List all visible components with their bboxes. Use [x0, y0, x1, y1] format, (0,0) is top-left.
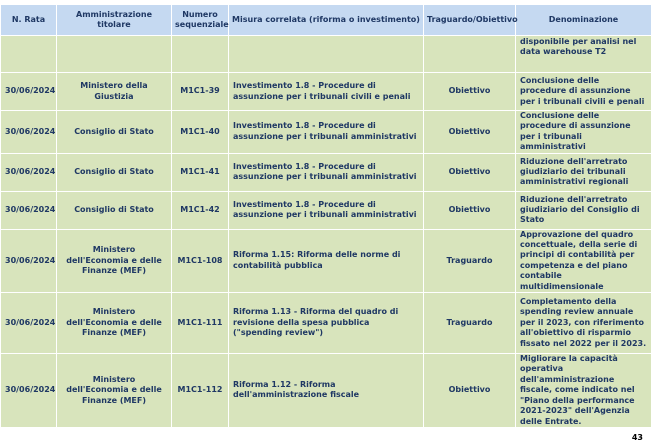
milestones-table	[0, 4, 651, 428]
cell-numero: M1C1-39	[172, 73, 229, 111]
cell-numero: M1C1-111	[172, 293, 229, 354]
cell-amministrazione: Ministero della Giustizia	[57, 73, 172, 111]
cell-rata: 30/06/2024	[1, 229, 57, 292]
cell-amministrazione: Ministero dell'Economia e delle Finanze (MEF)	[57, 354, 172, 428]
cell-denominazione: Completamento della spending review annuale per il 2023, con riferimento all'obiettivo di risparmio fissato nel 2022 per il 2023.	[516, 293, 651, 354]
table-row	[1, 153, 651, 191]
cell-denominazione: Conclusione delle procedure di assunzione per i tribunali amministrativi	[516, 111, 651, 154]
cell-tipo: Obiettivo	[424, 354, 516, 428]
table-row	[1, 36, 651, 73]
cell-misura: Investimento 1.8 - Procedure di assunzione per i tribunali amministrativi	[229, 191, 424, 229]
header-misura-correlata: Misura correlata (riforma o investimento)	[229, 5, 424, 36]
header-numero-sequenziale: Numero sequenziale	[172, 5, 229, 36]
table-row	[1, 111, 651, 154]
cell-misura: Investimento 1.8 - Procedure di assunzione per i tribunali amministrativi	[229, 111, 424, 154]
cell-amministrazione	[57, 36, 172, 73]
cell-rata	[1, 36, 57, 73]
cell-rata: 30/06/2024	[1, 153, 57, 191]
table-row	[1, 229, 651, 292]
header-denominazione: Denominazione	[516, 5, 651, 36]
cell-amministrazione: Consiglio di Stato	[57, 111, 172, 154]
header-amministrazione: Amministrazione titolare	[57, 5, 172, 36]
cell-numero: M1C1-40	[172, 111, 229, 154]
cell-tipo: Traguardo	[424, 229, 516, 292]
cell-misura: Investimento 1.8 - Procedure di assunzione per i tribunali amministrativi	[229, 153, 424, 191]
cell-denominazione: Approvazione del quadro concettuale, della serie di principi di contabilità per competenza e del piano contabile multidimensionale	[516, 229, 651, 292]
cell-rata: 30/06/2024	[1, 191, 57, 229]
cell-amministrazione: Ministero dell'Economia e delle Finanze (MEF)	[57, 293, 172, 354]
cell-amministrazione: Ministero dell'Economia e delle Finanze (MEF)	[57, 229, 172, 292]
cell-rata: 30/06/2024	[1, 111, 57, 154]
cell-misura	[229, 36, 424, 73]
table-header-row	[1, 5, 651, 36]
cell-tipo: Obiettivo	[424, 153, 516, 191]
cell-denominazione: disponibile per analisi nel data warehouse T2	[516, 36, 651, 73]
cell-denominazione: Conclusione delle procedure di assunzione per i tribunali civili e penali	[516, 73, 651, 111]
cell-denominazione: Migliorare la capacità operativa dell'amministrazione fiscale, come indicato nel "Piano della performance 2021-2023" dell'Agenzia delle Entrate.	[516, 354, 651, 428]
cell-denominazione: Riduzione dell'arretrato giudiziario del Consiglio di Stato	[516, 191, 651, 229]
page-number: 43	[631, 433, 643, 442]
cell-misura: Investimento 1.8 - Procedure di assunzione per i tribunali civili e penali	[229, 73, 424, 111]
cell-numero: M1C1-108	[172, 229, 229, 292]
cell-rata: 30/06/2024	[1, 293, 57, 354]
cell-numero: M1C1-41	[172, 153, 229, 191]
cell-tipo: Obiettivo	[424, 111, 516, 154]
cell-misura: Riforma 1.15: Riforma delle norme di contabilità pubblica	[229, 229, 424, 292]
table-row	[1, 191, 651, 229]
table-row	[1, 354, 651, 428]
cell-rata: 30/06/2024	[1, 354, 57, 428]
cell-numero: M1C1-42	[172, 191, 229, 229]
cell-tipo	[424, 36, 516, 73]
cell-misura: Riforma 1.12 - Riforma dell'amministrazione fiscale	[229, 354, 424, 428]
table-row	[1, 293, 651, 354]
cell-tipo: Obiettivo	[424, 191, 516, 229]
cell-amministrazione: Consiglio di Stato	[57, 191, 172, 229]
cell-numero: M1C1-112	[172, 354, 229, 428]
cell-denominazione: Riduzione dell'arretrato giudiziario dei tribunali amministrativi regionali	[516, 153, 651, 191]
cell-numero	[172, 36, 229, 73]
header-rata: N. Rata	[1, 5, 57, 36]
cell-misura: Riforma 1.13 - Riforma del quadro di revisione della spesa pubblica ("spending review")	[229, 293, 424, 354]
cell-tipo: Traguardo	[424, 293, 516, 354]
table-row	[1, 73, 651, 111]
cell-rata: 30/06/2024	[1, 73, 57, 111]
header-traguardo-obiettivo: Traguardo/Obiettivo	[424, 5, 516, 36]
cell-amministrazione: Consiglio di Stato	[57, 153, 172, 191]
cell-tipo: Obiettivo	[424, 73, 516, 111]
